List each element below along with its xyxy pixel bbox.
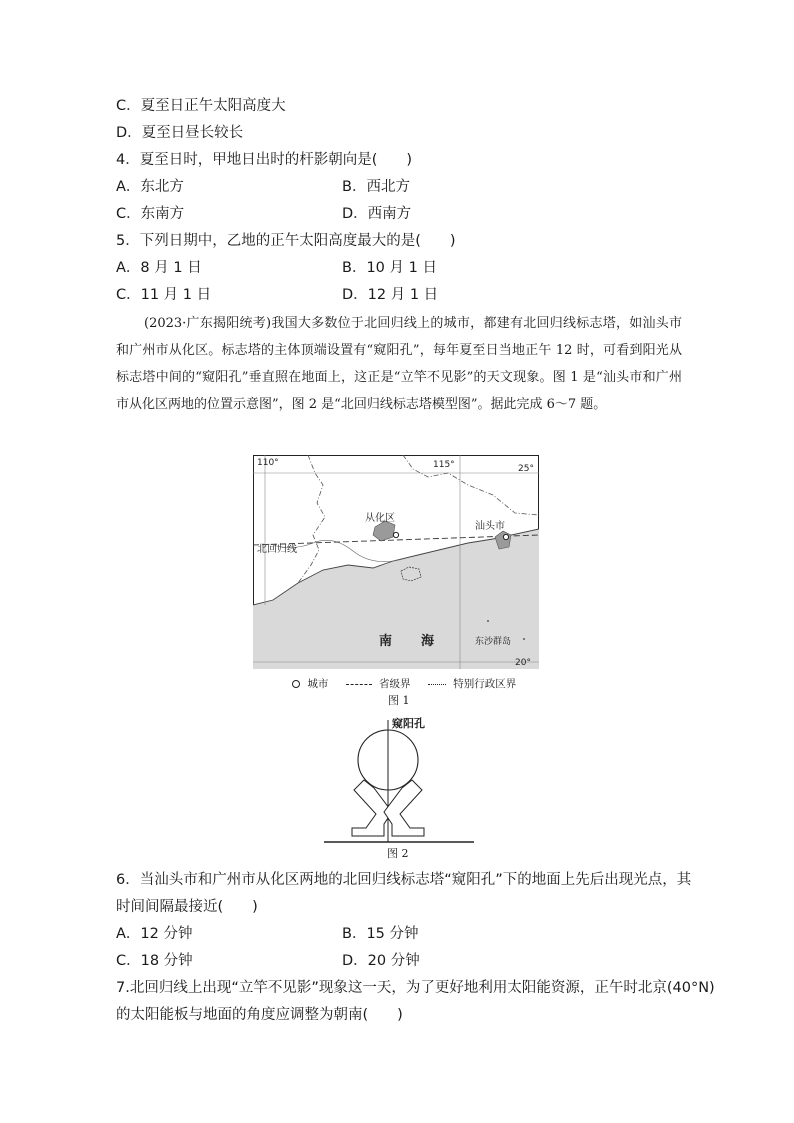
question-5-stem: 5．下列日期中，乙地的正午太阳高度最大的是( ) — [116, 233, 456, 249]
question-6-stem-line-1: 6．当汕头市和广州市从化区两地的北回归线标志塔“窥阳孔”下的地面上先后出现光点，其 — [116, 872, 692, 888]
option-d-prev: D．夏至日昼长较长 — [116, 125, 244, 141]
legend-city-label: 城市 — [307, 678, 329, 690]
question-4-option-b: B．西北方 — [342, 179, 410, 195]
question-6-stem-line-2: 时间间隔最接近( ) — [116, 899, 258, 915]
legend-sar-label: 特别行政区界 — [453, 678, 517, 690]
question-7-stem-line-2: 的太阳能板与地面的角度应调整为朝南( ) — [116, 1007, 403, 1023]
question-6-option-b: B．15 分钟 — [342, 926, 419, 942]
figure-2-tower — [324, 716, 474, 844]
figure-1-map — [253, 455, 539, 669]
label-sea-1: 南 — [379, 634, 393, 649]
label-lat-20: 20° — [515, 658, 531, 668]
figure-1-legend — [292, 676, 516, 691]
option-c-prev: C．夏至日正午太阳高度大 — [116, 98, 286, 114]
passage-text: (2023·广东揭阳统考)我国大多数位于北回归线上的城市，都建有北回归线标志塔，如汕头市和广州市从化区。标志塔的主体顶端设置有“窥阳孔”，每年夏至日当地正午 12 时，可看到阳光从标志塔中间的“窥阳孔”垂直照在地面上，这正是“立竿不见影”的天文现象。图 1 是“汕头市和广州市从化区两地的位置示意图”，图 2 是“北回归线标志塔模型图”。据此完成 6～7 题。 — [116, 316, 682, 412]
label-hole: 窥阳孔 — [392, 717, 425, 730]
question-4-option-a: A．东北方 — [116, 179, 184, 195]
question-7-stem-line-1: 7.北回归线上出现“立竿不见影”现象这一天，为了更好地利用太阳能资源，正午时北京(40°N) — [116, 980, 715, 996]
shantou-city-marker — [503, 534, 508, 539]
legend-city-icon — [292, 680, 300, 688]
question-6-option-c: C．18 分钟 — [116, 953, 193, 969]
question-4-option-d: D．西南方 — [342, 206, 412, 222]
label-conghua: 从化区 — [365, 513, 395, 524]
conghua-city-marker — [393, 532, 398, 537]
label-lon-110: 110° — [257, 458, 279, 468]
question-5-option-d: D．12 月 1 日 — [342, 287, 439, 303]
legend-province-label: 省级界 — [379, 678, 411, 690]
question-5-option-a: A．8 月 1 日 — [116, 260, 202, 276]
question-6-option-d: D．20 分钟 — [342, 953, 420, 969]
question-6-option-a: A．12 分钟 — [116, 926, 193, 942]
question-4-option-c: C．东南方 — [116, 206, 185, 222]
label-lon-115: 115° — [433, 460, 455, 470]
label-lat-25: 25° — [518, 464, 534, 474]
label-dongsha: 东沙群岛 — [475, 637, 512, 647]
question-4-stem: 4．夏至日时，甲地日出时的杆影朝向是( ) — [116, 152, 413, 168]
label-sea-2: 海 — [421, 634, 435, 649]
figure-2-caption: 图 2 — [387, 847, 409, 860]
label-tropic: 北回归线 — [257, 544, 297, 555]
question-5-option-c: C．11 月 1 日 — [116, 287, 212, 303]
question-5-option-b: B．10 月 1 日 — [342, 260, 437, 276]
legend-sar-line-icon — [428, 684, 446, 685]
figure-1-caption: 图 1 — [388, 694, 410, 707]
passage — [116, 310, 682, 418]
tower-left-leg — [352, 780, 392, 836]
legend-province-line-icon — [346, 684, 372, 685]
tower-right-leg — [384, 780, 424, 836]
label-shantou: 汕头市 — [475, 521, 505, 532]
